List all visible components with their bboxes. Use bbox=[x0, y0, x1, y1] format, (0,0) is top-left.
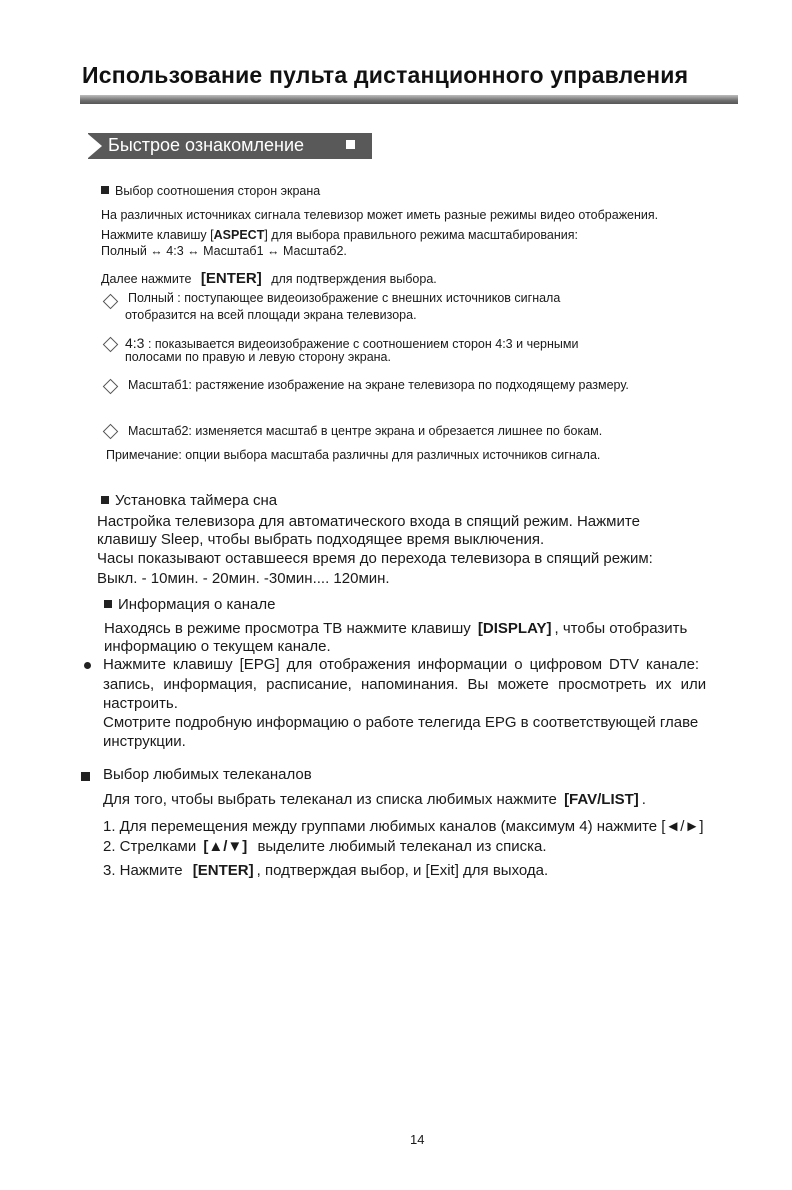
epg-line3: настроить. bbox=[103, 695, 178, 712]
fav-step2: 2. Стрелками [▲/▼] выделите любимый телеканал из списка. bbox=[103, 838, 547, 855]
section-title: Быстрое ознакомление bbox=[108, 135, 305, 155]
info-heading: Информация о канале bbox=[104, 596, 275, 613]
enter-key: [ENTER] bbox=[192, 862, 254, 879]
diamond-bullet-icon bbox=[103, 424, 119, 440]
sleep-heading: Установка таймера сна bbox=[101, 492, 277, 509]
fav-line1: Для того, чтобы выбрать телеканал из списка любимых нажмите [FAV/LIST] . bbox=[103, 791, 646, 808]
fav-list-key: [FAV/LIST] bbox=[564, 791, 639, 808]
page-number: 14 bbox=[410, 1132, 425, 1147]
square-icon bbox=[346, 140, 355, 149]
enter-key: [ENTER] bbox=[200, 270, 262, 287]
fav-heading: Выбор любимых телеканалов bbox=[103, 766, 312, 783]
aspect-line1: На различных источниках сигнала телевизор может иметь разные режимы видео отображения. bbox=[101, 208, 659, 222]
option-full-line1: Полный : поступающее видеоизображение с внешних источников сигнала bbox=[128, 291, 561, 305]
square-bullet-icon bbox=[101, 186, 109, 194]
epg-line1: Нажмите клавишу [EPG] для отображения информации о цифровом DTV канале: bbox=[103, 656, 700, 673]
aspect-key: ASPECT bbox=[213, 228, 265, 242]
sleep-line1: Настройка телевизора для автоматического входа в спящий режим. Нажмите bbox=[97, 513, 640, 530]
square-bullet-icon bbox=[101, 496, 109, 504]
epg-line4: Смотрите подробную информацию о работе телегида EPG в соответствующей главе bbox=[103, 714, 699, 731]
sleep-line2: клавишу Sleep, чтобы выбрать подходящее время выключения. bbox=[97, 531, 545, 548]
page-title: Использование пульта дистанционного управления bbox=[82, 62, 689, 88]
fav-step1: 1. Для перемещения между группами любимых каналов (максимум 4) нажмите [◄/►] bbox=[103, 818, 704, 835]
info-line2: информацию о текущем канале. bbox=[104, 638, 331, 655]
diamond-bullet-icon bbox=[103, 337, 119, 353]
aspect-line4: Далее нажмите [ENTER] для подтверждения выбора. bbox=[101, 270, 437, 287]
info-line1: Находясь в режиме просмотра ТВ нажмите клавишу [DISPLAY] , чтобы отобразить bbox=[104, 620, 688, 637]
sleep-line3: Часы показывают оставшееся время до перехода телевизора в спящий режим: bbox=[97, 550, 653, 567]
diamond-bullet-icon bbox=[103, 294, 119, 310]
square-bullet-icon bbox=[81, 772, 90, 781]
epg-line5: инструкции. bbox=[103, 733, 186, 750]
display-key: [DISPLAY] bbox=[477, 620, 552, 637]
fav-step3: 3. Нажмите [ENTER] , подтверждая выбор, и [Exit] для выхода. bbox=[103, 862, 549, 879]
aspect-note: Примечание: опции выбора масштаба различны для различных источников сигнала. bbox=[106, 448, 601, 462]
aspect-line2: Нажмите клавишу [ASPECT] для выбора правильного режима масштабирования: bbox=[101, 228, 579, 242]
option-full-line2: отобразится на всей площади экрана телевизора. bbox=[125, 308, 417, 322]
option-43-line2: полосами по правую и левую сторону экрана. bbox=[125, 350, 391, 364]
aspect-line3: Полный ↔ 4:3 ↔ Масштаб1 ↔ Масштаб2. bbox=[101, 244, 347, 258]
option-43-line1: 4:3 : показывается видеоизображение с соотношением сторон 4:3 и черными bbox=[125, 335, 579, 351]
aspect-heading: Выбор соотношения сторон экрана bbox=[101, 184, 320, 198]
round-bullet-icon bbox=[84, 662, 91, 669]
sleep-line4: Выкл. - 10мин. - 20мин. -30мин.... 120мин. bbox=[97, 570, 390, 587]
epg-line2: запись, информация, расписание, напоминания. Вы можете просмотреть их или bbox=[103, 676, 707, 693]
option-zoom1: Масштаб1: растяжение изображение на экране телевизора по подходящему размеру. bbox=[128, 378, 629, 392]
option-zoom2: Масштаб2: изменяется масштаб в центре экрана и обрезается лишнее по бокам. bbox=[128, 424, 603, 438]
banner-arrow-icon bbox=[88, 134, 102, 158]
diamond-bullet-icon bbox=[103, 379, 119, 395]
square-bullet-icon bbox=[104, 600, 112, 608]
title-underline bbox=[80, 95, 738, 104]
arrow-keys: [▲/▼] bbox=[203, 838, 248, 855]
